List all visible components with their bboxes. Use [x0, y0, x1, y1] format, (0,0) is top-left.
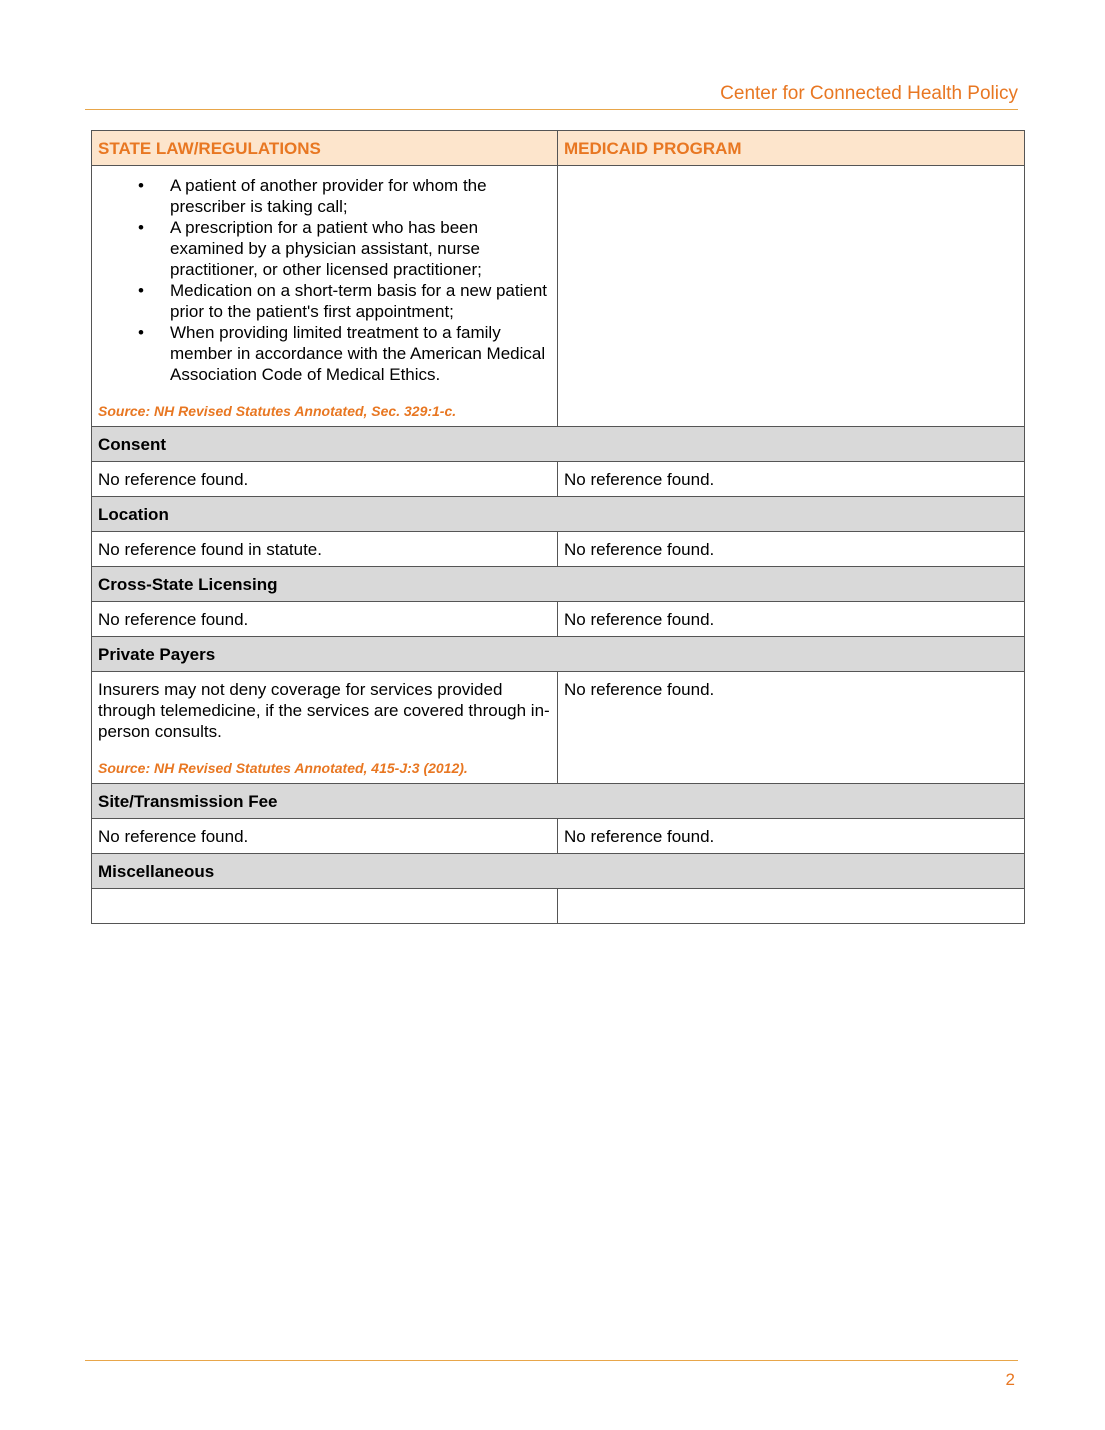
list-item: • When providing limited treatment to a family member in accordance with the American Medical Association Code of Medical Ethics. [170, 322, 551, 385]
section-title: Consent [92, 427, 1025, 462]
state-law-cell: No reference found. [92, 602, 558, 637]
list-item: • Medication on a short-term basis for a new patient prior to the patient's first appointment; [170, 280, 551, 322]
section-title: Location [92, 497, 1025, 532]
section-header-location [92, 497, 1025, 532]
medicaid-cell: No reference found. [558, 672, 1025, 784]
state-law-cell: No reference found. [92, 462, 558, 497]
table-row-consent [92, 462, 1025, 497]
table-row-private-payers [92, 672, 1025, 784]
section-title: Cross-State Licensing [92, 567, 1025, 602]
column-header-state-law: STATE LAW/REGULATIONS [92, 131, 558, 166]
section-title: Site/Transmission Fee [92, 784, 1025, 819]
section-header-cross-state-licensing [92, 567, 1025, 602]
section-header-private-payers [92, 637, 1025, 672]
section-title: Miscellaneous [92, 854, 1025, 889]
table-row-site-transmission-fee [92, 819, 1025, 854]
medicaid-cell: No reference found. [558, 532, 1025, 567]
state-law-cell [92, 672, 558, 784]
footer-divider [85, 1360, 1018, 1361]
section-title: Private Payers [92, 637, 1025, 672]
list-item: • A prescription for a patient who has been examined by a physician assistant, nurse practitioner, or other licensed practitioner; [170, 217, 551, 280]
table-header-row [92, 131, 1025, 166]
medicaid-cell [558, 166, 1025, 427]
header-divider [85, 109, 1018, 110]
table-row-miscellaneous [92, 889, 1025, 924]
exception-list [98, 175, 551, 385]
medicaid-cell: No reference found. [558, 819, 1025, 854]
medicaid-cell: No reference found. [558, 462, 1025, 497]
state-law-cell: No reference found. [92, 819, 558, 854]
column-header-medicaid: MEDICAID PROGRAM [558, 131, 1025, 166]
private-payers-text: Insurers may not deny coverage for services provided through telemedicine, if the services are covered through in-person consults. [98, 680, 550, 741]
source-citation: Source: NH Revised Statutes Annotated, 415-J:3 (2012). [98, 760, 468, 776]
source-citation: Source: NH Revised Statutes Annotated, Sec. 329:1-c. [98, 403, 457, 419]
policy-table [91, 130, 1025, 924]
state-law-cell [92, 889, 558, 924]
state-law-cell [92, 166, 558, 427]
list-item: • A patient of another provider for whom the prescriber is taking call; [170, 175, 551, 217]
table-row-cross-state-licensing [92, 602, 1025, 637]
section-header-miscellaneous [92, 854, 1025, 889]
state-law-cell: No reference found in statute. [92, 532, 558, 567]
page-header-title: Center for Connected Health Policy [720, 83, 1018, 104]
table-row-prescribing [92, 166, 1025, 427]
table-row-location [92, 532, 1025, 567]
medicaid-cell: No reference found. [558, 602, 1025, 637]
page-number: 2 [1005, 1370, 1015, 1389]
section-header-consent [92, 427, 1025, 462]
section-header-site-transmission-fee [92, 784, 1025, 819]
medicaid-cell [558, 889, 1025, 924]
